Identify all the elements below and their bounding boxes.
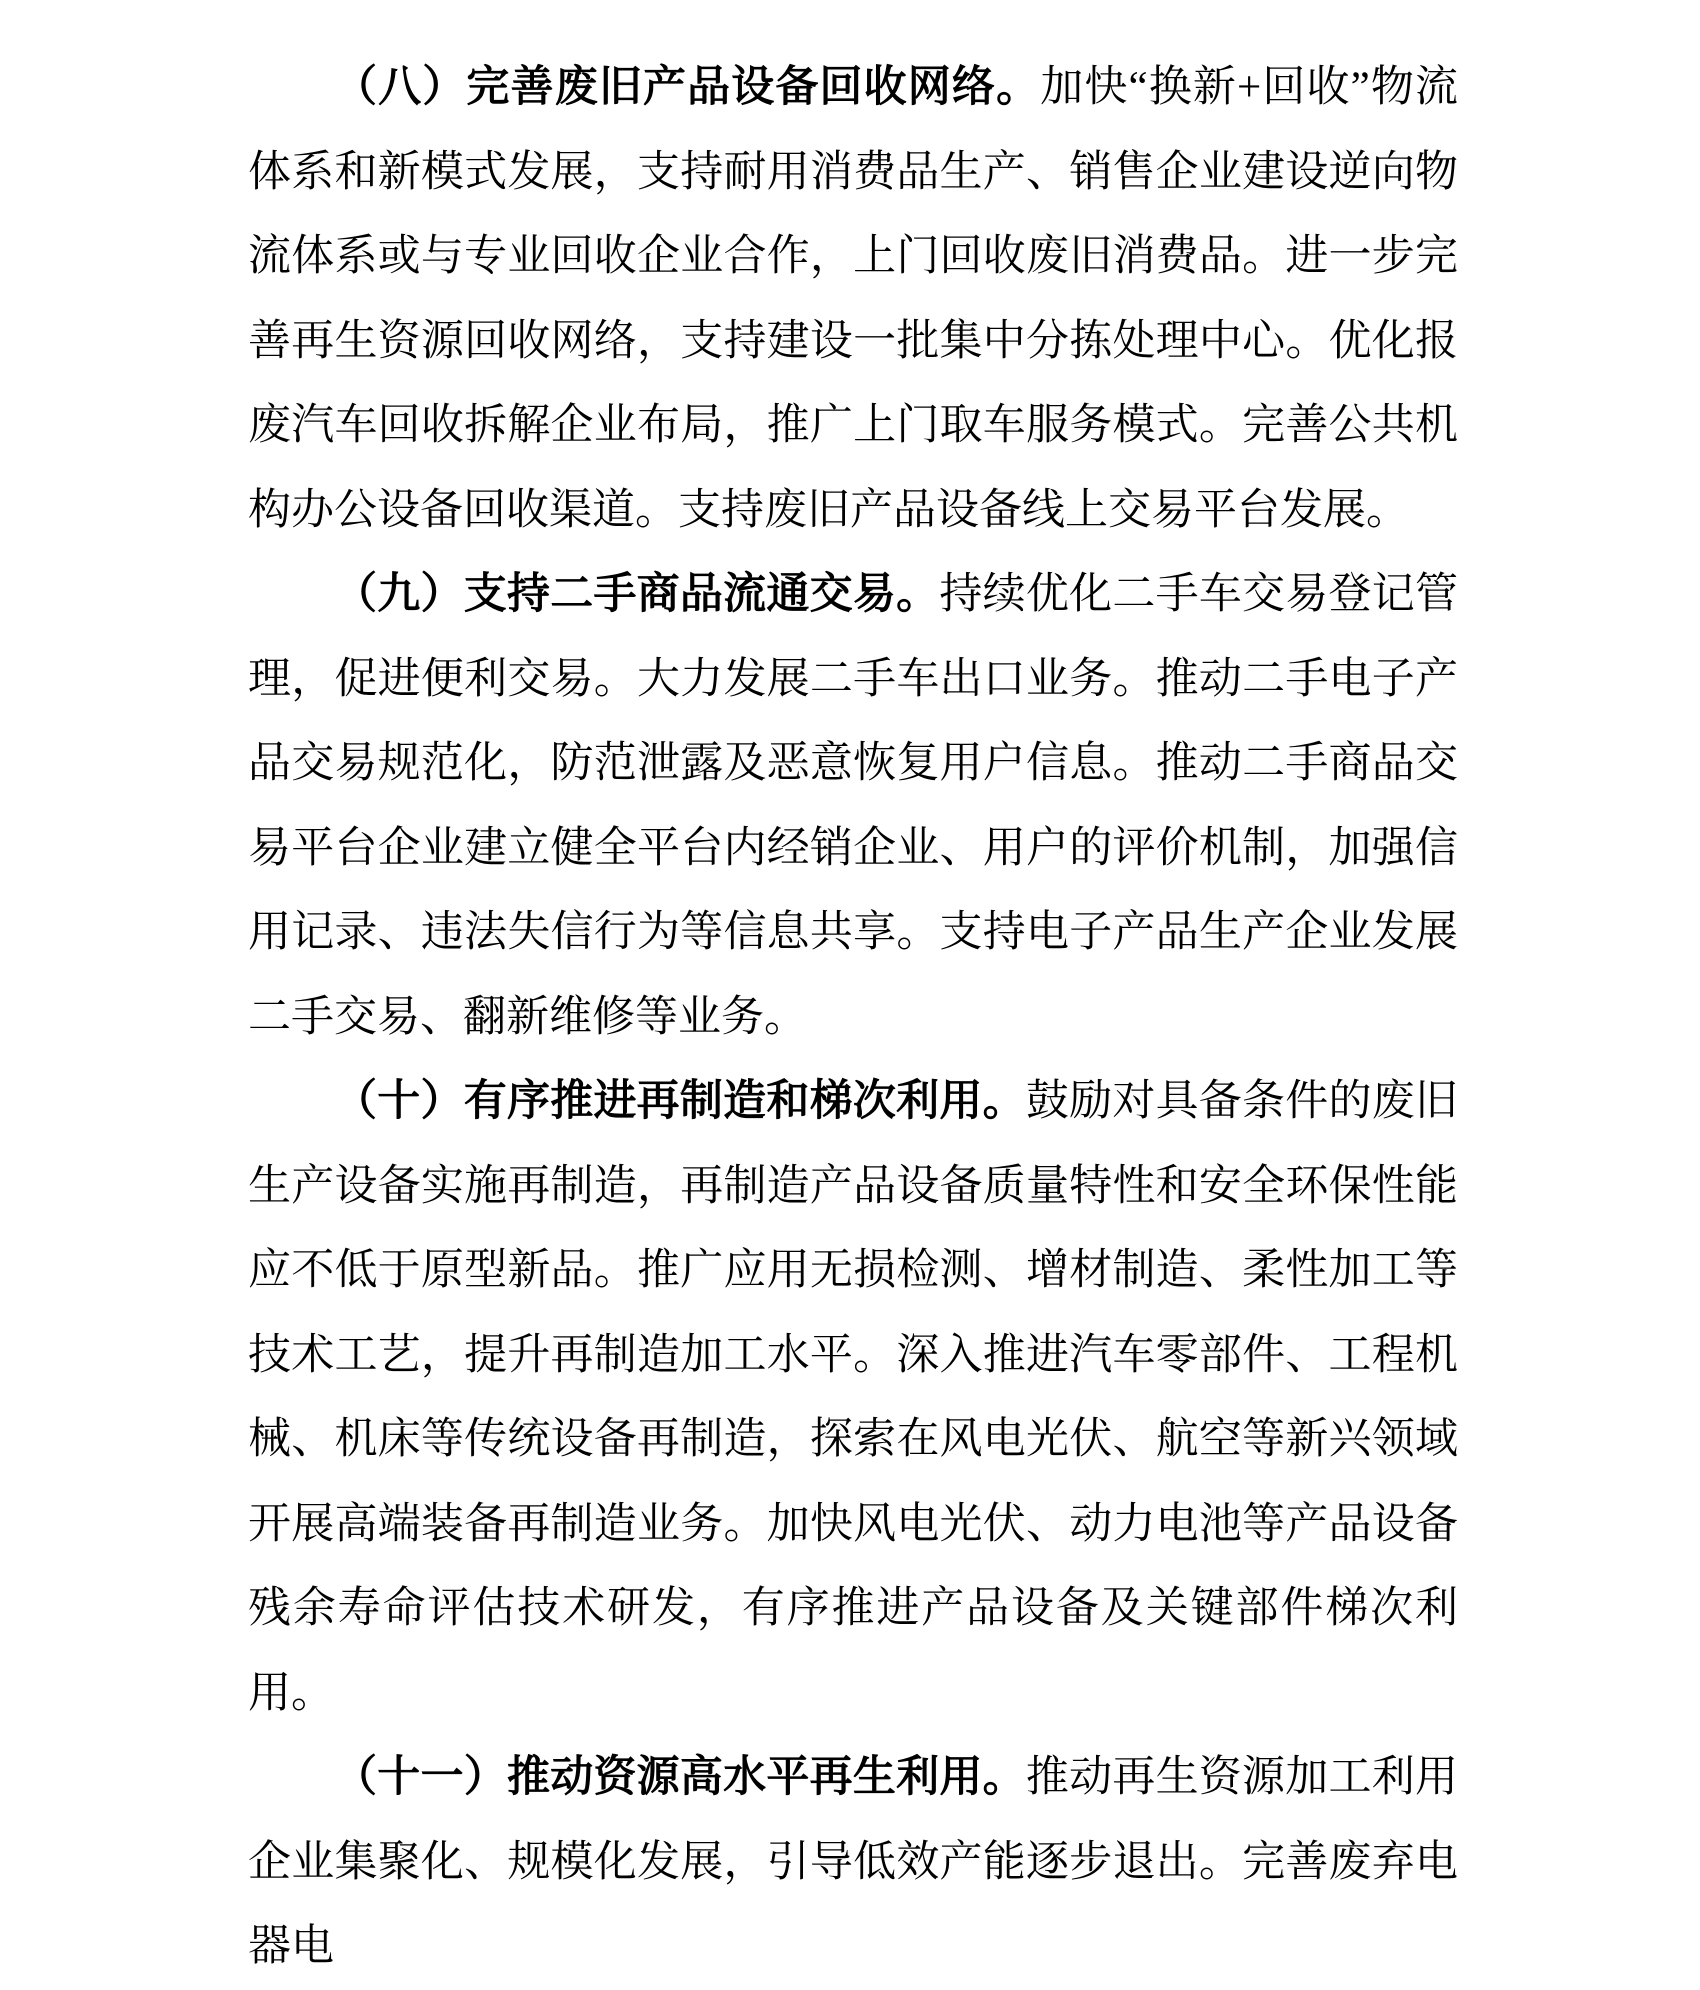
paragraph-item-9 xyxy=(248,553,1458,1060)
paragraph-8-lead: （八）完善废旧产品设备回收网络。 xyxy=(334,64,1041,111)
paragraph-item-8 xyxy=(248,46,1458,553)
paragraph-item-10 xyxy=(248,1060,1458,1736)
paragraph-item-11 xyxy=(248,1736,1458,1990)
paragraph-9-body: 持续优化二手车交易登记管理，促进便利交易。大力发展二手车出口业务。推动二手电子产品交易规范化，防范泄露及恶意恢复用户信息。推动二手商品交易平台企业建立健全平台内经销企业、用户的评价机制，加强信用记录、违法失信行为等信息共享。支持电子产品生产企业发展二手交易、翻新维修等业务。 xyxy=(248,571,1459,1041)
paragraph-10-lead: （十）有序推进再制造和梯次利用。 xyxy=(334,1078,1026,1125)
paragraph-9-lead: （九）支持二手商品流通交易。 xyxy=(334,571,940,618)
paragraph-11-lead: （十一）推动资源高水平再生利用。 xyxy=(334,1754,1026,1801)
paragraph-11-body: 推动再生资源加工利用企业集聚化、规模化发展，引导低效产能逐步退出。完善废弃电器电 xyxy=(248,1754,1459,1970)
paragraph-10-body: 鼓励对具备条件的废旧生产设备实施再制造，再制造产品设备质量特性和安全环保性能应不低于原型新品。推广应用无损检测、增材制造、柔性加工等技术工艺，提升再制造加工水平。深入推进汽车零部件、工程机械、机床等传统设备再制造，探索在风电光伏、航空等新兴领域开展高端装备再制造业务。加快风电光伏、动力电池等产品设备残余寿命评估技术研发，有序推进产品设备及关键部件梯次利用。 xyxy=(248,1078,1459,1717)
paragraph-8-body: 加快“换新+回收”物流体系和新模式发展，支持耐用消费品生产、销售企业建设逆向物流体系或与专业回收企业合作，上门回收废旧消费品。进一步完善再生资源回收网络，支持建设一批集中分拣处理中心。优化报废汽车回收拆解企业布局，推广上门取车服务模式。完善公共机构办公设备回收渠道。支持废旧产品设备线上交易平台发展。 xyxy=(248,64,1459,534)
